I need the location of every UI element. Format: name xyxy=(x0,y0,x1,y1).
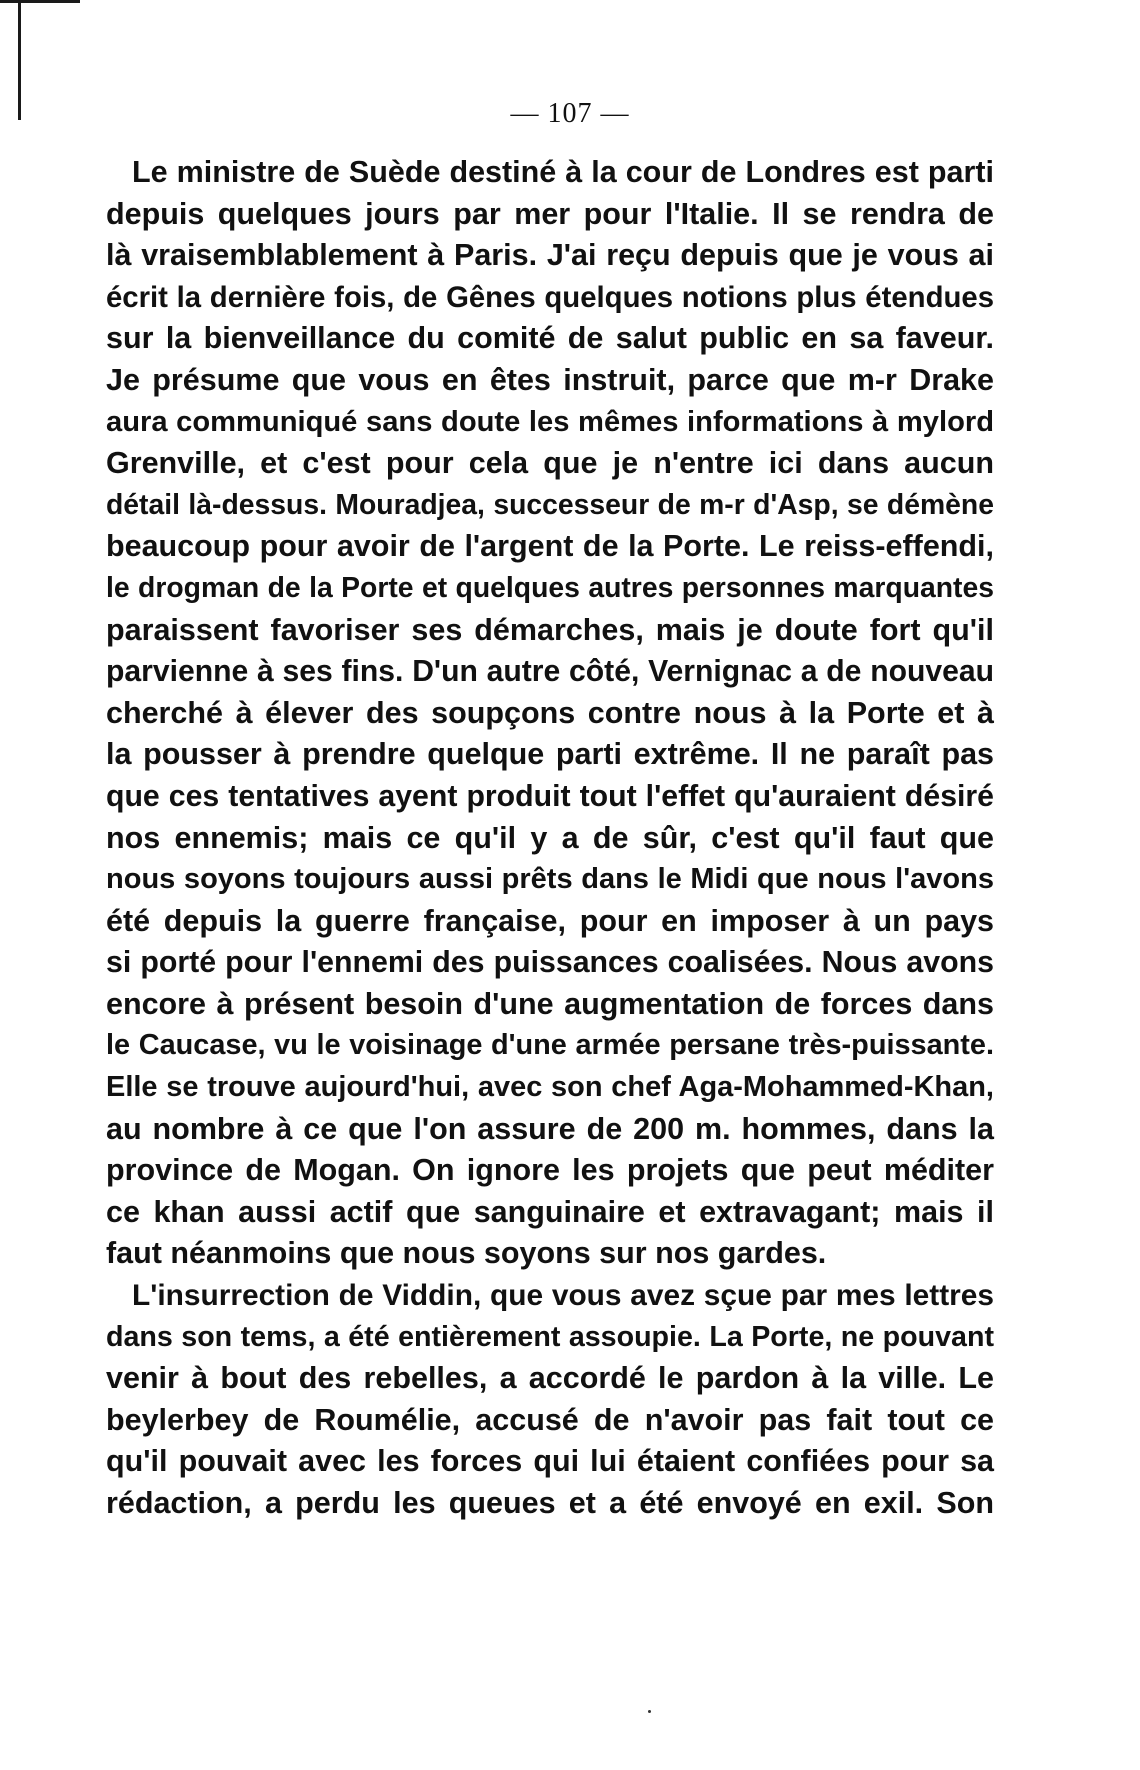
text-line: Je présume que vous en êtes instruit, parce que m-r Drake xyxy=(106,362,994,397)
text-line: le drogman de la Porte et quelques autres personnes marquantes xyxy=(106,571,994,604)
text-line: la pousser à prendre quelque parti extrême. Il ne paraît pas xyxy=(106,737,994,772)
text-line: depuis quelques jours par mer pour l'Italie. Il se rendra de xyxy=(106,196,994,231)
text-line: sur la bienveillance du comité de salut public en sa faveur. xyxy=(106,321,994,356)
text-line: rédaction, a perdu les queues et a été envoyé en exil. Son xyxy=(106,1486,994,1520)
text-line: venir à bout des rebelles, a accordé le pardon à la ville. Le xyxy=(106,1361,994,1396)
text-line: faut néanmoins que nous soyons sur nos gardes. xyxy=(106,1236,827,1271)
text-line: au nombre à ce que l'on assure de 200 m. hommes, dans la xyxy=(106,1111,994,1146)
body-text xyxy=(106,152,994,1525)
text-line: nous soyons toujours aussi prêts dans le Midi que nous l'avons xyxy=(106,863,994,896)
scan-speck xyxy=(648,1710,651,1713)
text-line: province de Mogan. On ignore les projets que peut méditer xyxy=(106,1153,994,1188)
text-line: Le ministre de Suède destiné à la cour de Londres est parti xyxy=(132,155,994,189)
text-line: cherché à élever des soupçons contre nous à la Porte et à xyxy=(106,695,994,730)
text-line: Elle se trouve aujourd'hui, avec son chef Aga-Mohammed-Khan, xyxy=(106,1071,994,1104)
text-line: L'insurrection de Viddin, que vous avez sçue par mes lettres xyxy=(132,1279,994,1313)
text-line: le Caucase, vu le voisinage d'une armée persane très-puissante. xyxy=(106,1029,994,1062)
text-line: écrit la dernière fois, de Gênes quelques notions plus étendues xyxy=(106,280,994,314)
text-line: paraissent favoriser ses démarches, mais je doute fort qu'il xyxy=(106,612,994,647)
text-line: été depuis la guerre française, pour en imposer à un pays xyxy=(106,903,994,938)
page-number: — 107 — xyxy=(510,98,630,129)
text-line: parvienne à ses fins. D'un autre côté, Vernignac a de nouveau xyxy=(106,655,994,689)
text-line: aura communiqué sans doute les mêmes informations à mylord xyxy=(106,405,994,438)
text-line: détail là-dessus. Mouradjea, successeur de m-r d'Asp, se démène xyxy=(106,488,994,521)
text-line: beaucoup pour avoir de l'argent de la Porte. Le reiss-effendi, xyxy=(106,529,994,564)
scan-edge-top xyxy=(0,0,80,3)
text-line: là vraisemblablement à Paris. J'ai reçu depuis que je vous ai xyxy=(106,238,994,273)
text-line: si porté pour l'ennemi des puissances coalisées. Nous avons xyxy=(106,946,994,980)
text-line: beylerbey de Roumélie, accusé de n'avoir pas fait tout ce xyxy=(106,1402,994,1437)
paragraph-1 xyxy=(106,152,994,1275)
text-line: qu'il pouvait avec les forces qui lui étaient confiées pour sa xyxy=(106,1444,994,1479)
text-line: nos ennemis; mais ce qu'il y a de sûr, c'est qu'il faut que xyxy=(106,820,994,855)
text-line: encore à présent besoin d'une augmentation de forces dans xyxy=(106,986,994,1021)
text-line: que ces tentatives ayent produit tout l'effet qu'auraient désiré xyxy=(106,779,994,813)
text-line: dans son tems, a été entièrement assoupie. La Porte, ne pouvant xyxy=(106,1320,994,1353)
text-line: ce khan aussi actif que sanguinaire et extravagant; mais il xyxy=(106,1194,994,1229)
paragraph-2 xyxy=(106,1275,994,1525)
text-line: Grenville, et c'est pour cela que je n'entre ici dans aucun xyxy=(106,446,994,481)
